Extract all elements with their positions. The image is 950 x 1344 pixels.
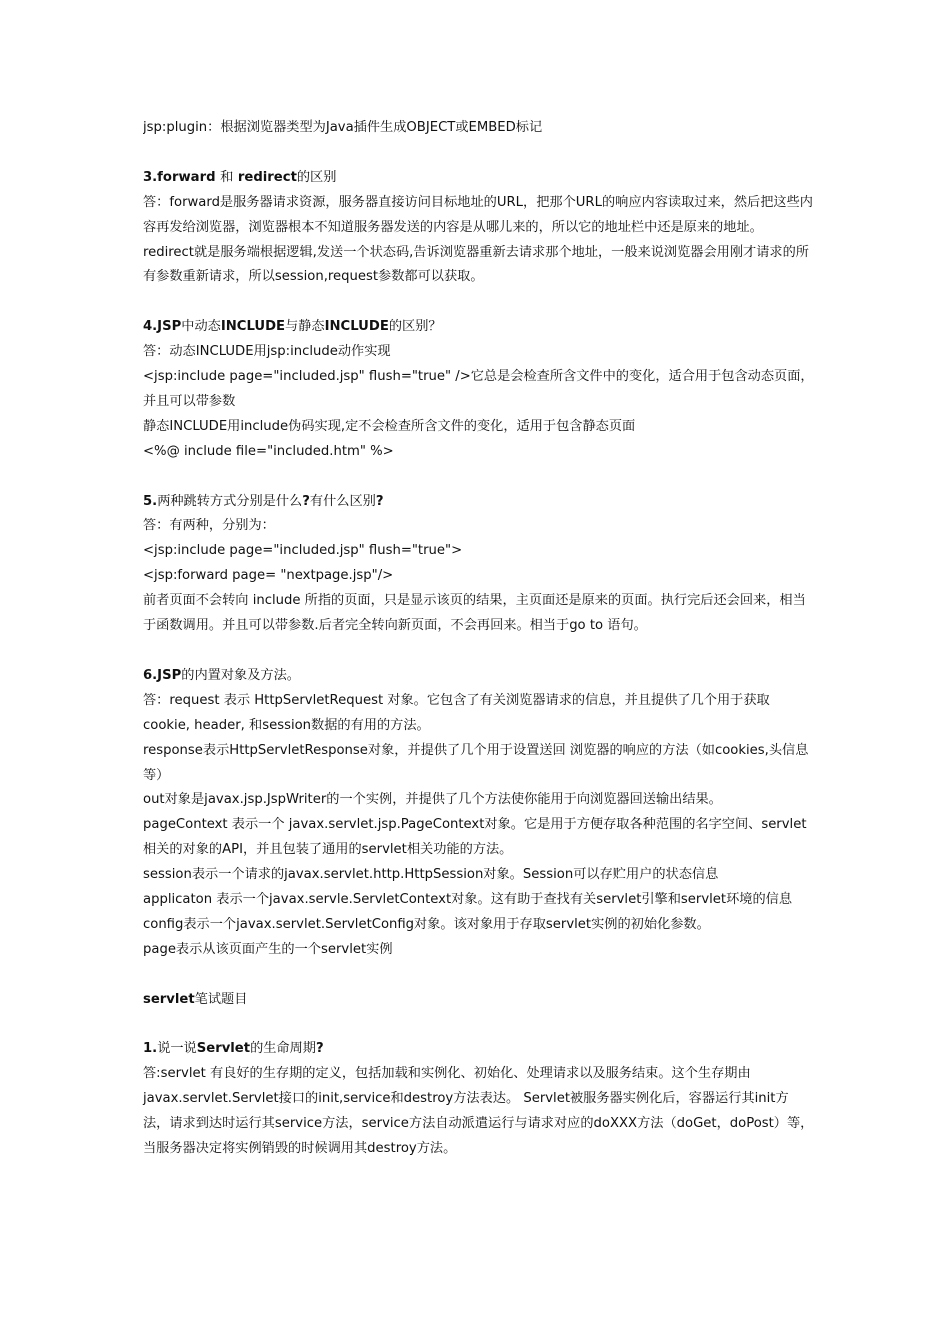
heading-part: 4.JSP bbox=[143, 319, 182, 335]
servlet-section-heading bbox=[143, 988, 815, 1013]
section-6-paragraph: response表示HttpServletResponse对象，并提供了几个用于设置送回 浏览器的响应的方法（如cookies,头信息等） bbox=[143, 742, 809, 783]
section-4-line: <jsp:include page="included.jsp" flush="true" />它总是会检查所含文件中的变化，适合用于包含动态页面，并且可以带参数 bbox=[143, 369, 814, 409]
heading-part: 1. bbox=[143, 1041, 158, 1057]
question-1-answer: 答:servlet 有良好的生存期的定义，包括加载和实例化、初始化、处理请求以及服务结束。这个生存期由javax.servlet.Servlet接口的init,service和destroy方法表达。 Servlet被服务器实例化后，容器运行其init方法，请求到达时运行其service方法，service方法自动派遣运行与请求对应的doXXX方法（doGet，doPost）等，当服务器决定将实例销毁的时候调用其destroy方法。 bbox=[143, 1066, 814, 1157]
heading-part: ? bbox=[316, 1041, 324, 1057]
heading-part: Servlet bbox=[196, 1041, 251, 1057]
section-3-redirect: redirect就是服务端根据逻辑,发送一个状态码,告诉浏览器重新去请求那个地址，一般来说浏览器会用刚才请求的所有参数重新请求，所以session,request参数都可以获取。 bbox=[143, 244, 809, 285]
spacer bbox=[143, 963, 815, 988]
section-5-paragraph: 前者页面不会转向 include 所指的页面，只是显示该页的结果，主页面还是原来的页面。执行完后还会回来，相当于函数调用。并且可以带参数.后者完全转向新页面，不会再回来。相当于go to 语句。 bbox=[143, 593, 806, 634]
heading-part: 6.JSP bbox=[143, 667, 182, 683]
heading-part: 和 bbox=[220, 169, 234, 185]
heading-part: 两种跳转方式分别是什么 bbox=[157, 493, 303, 509]
section-6-paragraph: config表示一个javax.servlet.ServletConfig对象。该对象用于存取servlet实例的初始化参数。 bbox=[143, 916, 710, 932]
section-3-heading bbox=[143, 166, 815, 191]
heading-part: 笔试题目 bbox=[194, 991, 248, 1007]
heading-part: 的区别 bbox=[296, 169, 337, 185]
section-6-paragraph: 答：request 表示 HttpServletRequest 对象。它包含了有关浏览器请求的信息，并且提供了几个用于获取cookie, header, 和session数据的有用的方法。 bbox=[143, 692, 770, 733]
heading-part: 与静态 bbox=[285, 319, 325, 335]
section-6-paragraph: applicaton 表示一个javax.servle.ServletContext对象。这有助于查找有关servlet引擎和servlet环境的信息 bbox=[143, 892, 793, 908]
section-6-paragraph: pageContext 表示一个 javax.servlet.jsp.PageContext对象。它是用于方便存取各种范围的名字空间、servlet相关的对象的API，并且包装了通用的servlet相关功能的方法。 bbox=[143, 817, 807, 858]
question-1-heading bbox=[143, 1037, 815, 1062]
section-4-line: 静态INCLUDE用include伪码实现,定不会检查所含文件的变化，适用于包含静态页面 bbox=[143, 418, 636, 434]
spacer bbox=[143, 465, 815, 490]
heading-part: 5. bbox=[143, 493, 158, 509]
spacer bbox=[143, 1013, 815, 1038]
section-6-paragraph: out对象是javax.jsp.JspWriter的一个实例，并提供了几个方法使你能用于向浏览器回送输出结果。 bbox=[143, 792, 722, 808]
heading-part: ? bbox=[375, 493, 384, 509]
section-6-paragraph: session表示一个请求的javax.servlet.http.HttpSession对象。Session可以存贮用户的状态信息 bbox=[143, 867, 719, 883]
spacer bbox=[143, 639, 815, 664]
section-5-line: 答：有两种，分别为： bbox=[143, 518, 275, 534]
heading-part: 3.forward bbox=[143, 169, 216, 185]
spacer bbox=[143, 290, 815, 315]
section-5-line: <jsp:forward page= "nextpage.jsp"/> bbox=[143, 568, 394, 584]
heading-part: 中动态 bbox=[181, 319, 221, 335]
heading-part: 说一说 bbox=[157, 1041, 197, 1057]
heading-part: servlet bbox=[143, 991, 195, 1007]
section-5-line: <jsp:include page="included.jsp" flush="true"> bbox=[143, 543, 463, 559]
section-4-line: <%@ include file="included.htm" %> bbox=[143, 443, 394, 459]
section-4-heading bbox=[143, 315, 815, 340]
section-3-answer: 答：forward是服务器请求资源，服务器直接访问目标地址的URL，把那个URL的响应内容读取过来，然后把这些内容再发给浏览器，浏览器根本不知道服务器发送的内容是从哪儿来的，所以它的地址栏中还是原来的地址。 bbox=[143, 194, 813, 235]
section-5-heading bbox=[143, 490, 815, 515]
heading-part: 的内置对象及方法。 bbox=[181, 667, 300, 683]
heading-part: redirect bbox=[237, 169, 297, 185]
heading-part: INCLUDE bbox=[324, 319, 389, 335]
section-6-paragraph: page表示从该页面产生的一个servlet实例 bbox=[143, 941, 393, 957]
heading-part: INCLUDE bbox=[220, 319, 286, 335]
heading-part: 有什么区别 bbox=[309, 493, 376, 509]
heading-part: ? bbox=[302, 493, 310, 509]
section-6-heading bbox=[143, 664, 815, 689]
document-page bbox=[143, 116, 815, 1162]
intro-line: jsp:plugin：根据浏览器类型为Java插件生成OBJECT或EMBED标记 bbox=[143, 120, 543, 135]
section-4-line: 答：动态INCLUDE用jsp:include动作实现 bbox=[143, 344, 391, 360]
heading-part: 的生命周期 bbox=[250, 1041, 316, 1057]
heading-part: 的区别？ bbox=[388, 319, 442, 335]
spacer bbox=[143, 141, 815, 166]
